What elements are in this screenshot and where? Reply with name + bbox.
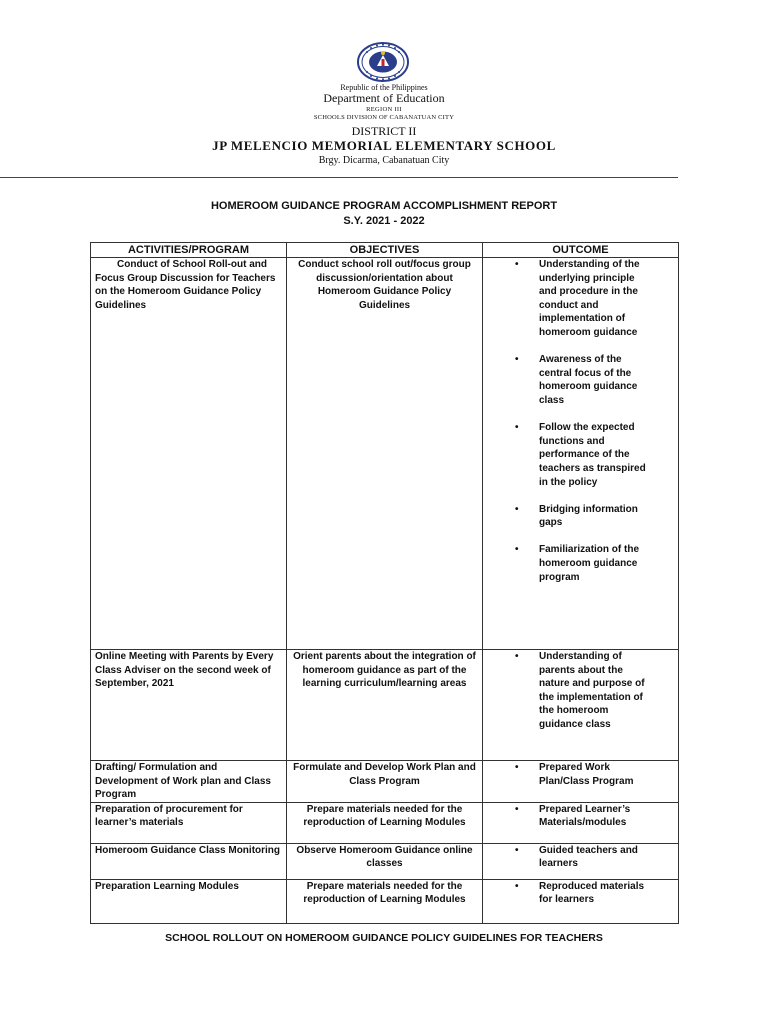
bullet-icon: •	[515, 844, 519, 856]
district-label: DISTRICT II	[351, 124, 417, 138]
school-address: Brgy. Dicarma, Cabanatuan City	[318, 155, 450, 166]
outcome-cell	[483, 258, 679, 650]
republic-label: Republic of the Philippines	[340, 83, 428, 92]
school-year: S.Y. 2021 - 2022	[343, 215, 425, 227]
activity-cell: Online Meeting with Parents by Every Class Adviser on the second week of September, 2021	[91, 650, 287, 761]
list-item: • Bridging information gaps	[515, 503, 638, 529]
list-item: • Awareness of the central focus of the homeroom guidance class	[515, 354, 638, 406]
table-row	[91, 879, 679, 923]
table-row	[91, 258, 679, 650]
objective-cell: Observe Homeroom Guidance online classes	[287, 843, 483, 879]
objective-cell: Conduct school roll out/focus group discussion/orientation about Homeroom Guidance Policy Guidelines	[287, 258, 483, 650]
objective-cell: Prepare materials needed for the reproduction of Learning Modules	[287, 879, 483, 923]
bullet-icon: •	[515, 259, 519, 270]
bullet-icon: •	[515, 422, 519, 434]
bullet-icon: •	[515, 880, 519, 892]
outcome-cell	[483, 879, 679, 923]
table-row	[91, 802, 679, 843]
outcome-cell	[483, 761, 679, 803]
header-divider	[0, 177, 678, 178]
section-heading: SCHOOL ROLLOUT ON HOMEROOM GUIDANCE POLICY GUIDELINES FOR TEACHERS	[165, 932, 603, 944]
list-item: • Familiarization of the homeroom guidance program	[515, 544, 640, 583]
column-header-activities: ACTIVITIES/PROGRAM	[91, 243, 287, 258]
outcome-cell	[483, 843, 679, 879]
list-item: • Prepared Work Plan/Class Program	[515, 762, 634, 787]
column-header-outcome: OUTCOME	[483, 243, 679, 258]
objective-cell: Formulate and Develop Work Plan and Class Program	[287, 761, 483, 803]
accomplishment-table	[90, 242, 679, 924]
activity-cell: Preparation of procurement for learner’s materials	[91, 802, 287, 843]
outcome-cell	[483, 802, 679, 843]
objective-cell: Prepare materials needed for the reproduction of Learning Modules	[287, 802, 483, 843]
list-item: • Understanding of parents about the nature and purpose of the implementation of the homeroom guidance class	[515, 651, 645, 730]
school-name: JP MELENCIO MEMORIAL ELEMENTARY SCHOOL	[212, 138, 556, 153]
outcome-cell	[483, 650, 679, 761]
column-header-objectives: OBJECTIVES	[287, 243, 483, 258]
bullet-icon: •	[515, 544, 519, 556]
objective-cell: Orient parents about the integration of homeroom guidance as part of the learning curriculum/learning areas	[287, 650, 483, 761]
list-item: • Guided teachers and learners	[515, 844, 638, 870]
bullet-icon: •	[515, 651, 519, 662]
bullet-icon: •	[515, 803, 519, 815]
report-title: HOMEROOM GUIDANCE PROGRAM ACCOMPLISHMENT REPORT	[210, 200, 558, 212]
bullet-icon: •	[515, 762, 519, 773]
list-item: • Reproduced materials for learners	[515, 880, 645, 906]
table-header-row	[91, 243, 679, 258]
table-row	[91, 843, 679, 879]
bullet-icon: •	[515, 354, 519, 366]
list-item: • Understanding of the underlying principle and procedure in the conduct and implementation of homeroom guidance	[515, 259, 640, 338]
department-label: Department of Education	[323, 91, 445, 105]
table-row	[91, 650, 679, 761]
activity-cell: Conduct of School Roll-out and Focus Group Discussion for Teachers on the Homeroom Guidance Policy Guidelines	[91, 258, 287, 650]
activity-cell: Homeroom Guidance Class Monitoring	[91, 843, 287, 879]
bullet-icon: •	[515, 503, 519, 515]
region-label: REGION III	[366, 106, 402, 113]
table-row	[91, 761, 679, 803]
deped-seal-icon	[357, 42, 409, 82]
list-item: • Follow the expected functions and performance of the teachers as transpired in the policy	[515, 422, 646, 488]
activity-cell: Preparation Learning Modules	[91, 879, 287, 923]
division-label: SCHOOLS DIVISION OF CABANATUAN CITY	[313, 114, 455, 121]
list-item: • Prepared Learner’s Materials/modules	[515, 803, 631, 829]
activity-cell: Drafting/ Formulation and Development of Work plan and Class Program	[91, 761, 287, 803]
